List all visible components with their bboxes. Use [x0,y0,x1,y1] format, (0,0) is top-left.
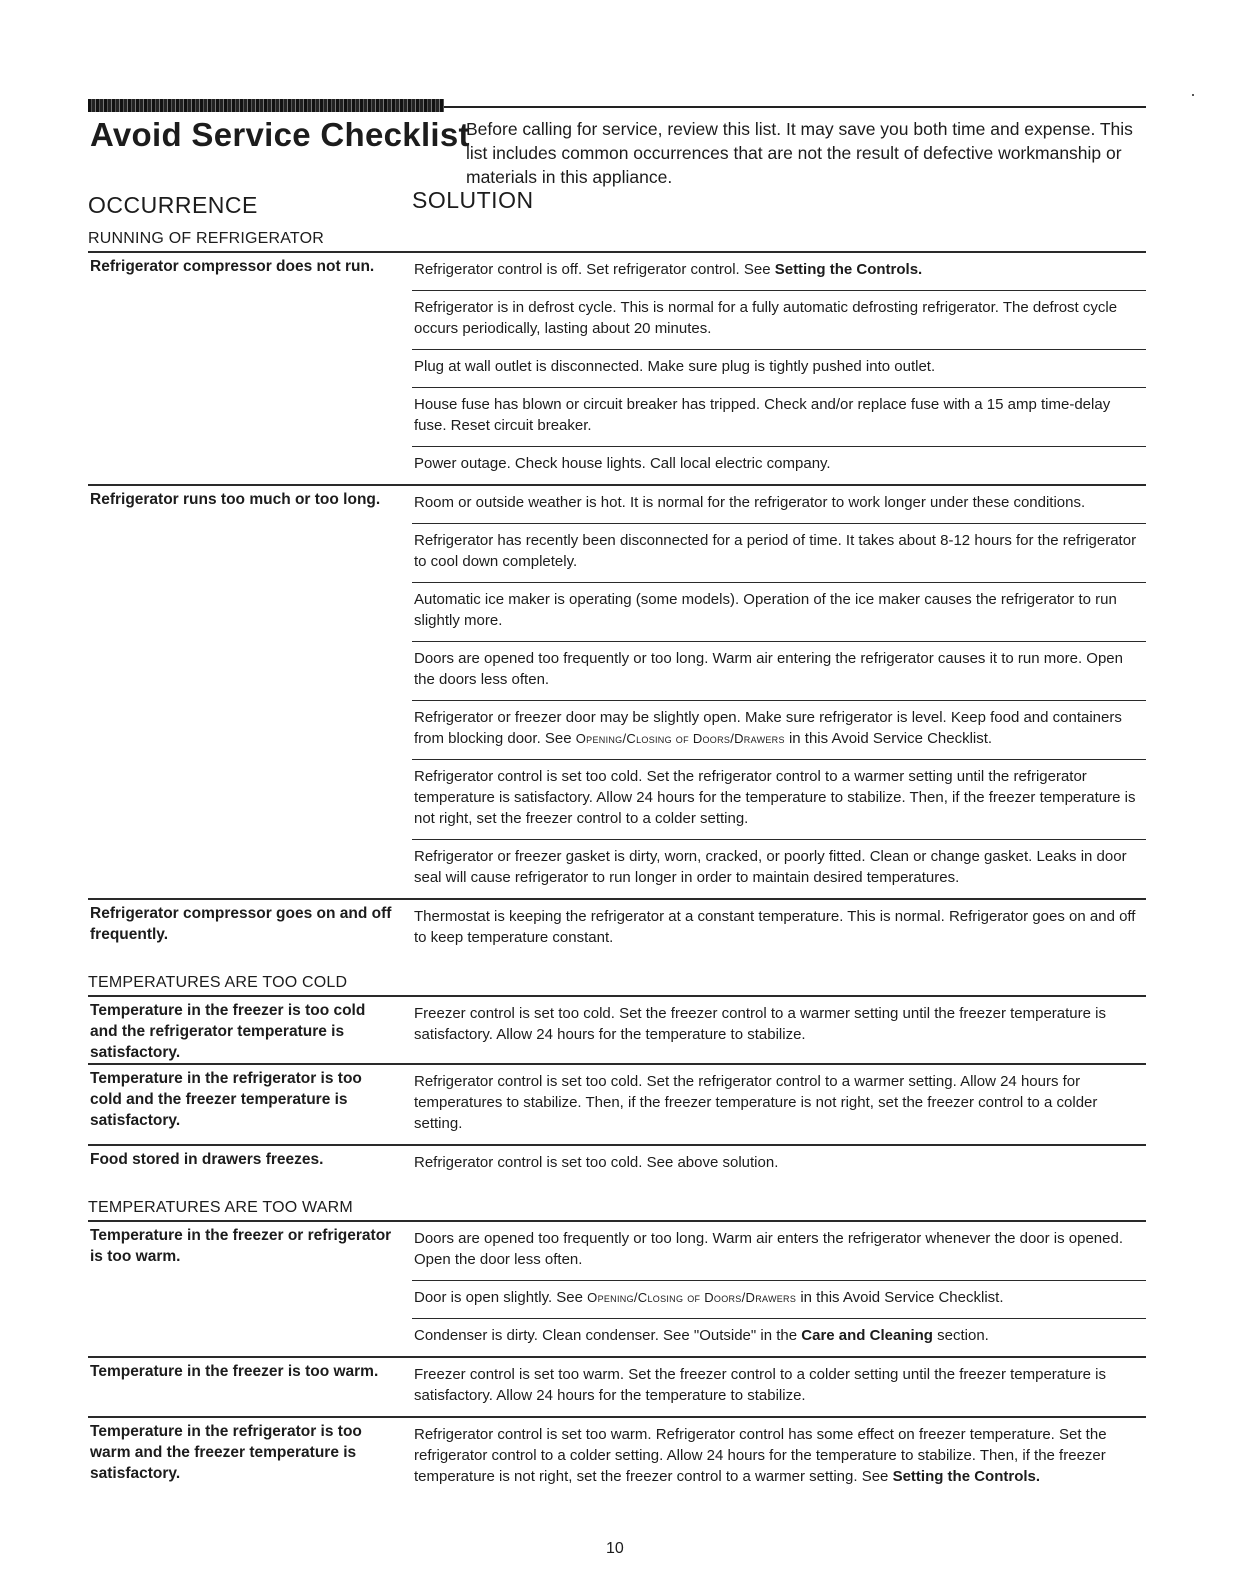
checklist-row [88,251,1146,484]
checklist-sections [88,228,1146,1497]
solution-text: Refrigerator has recently been disconnected for a period of time. It takes about 8-12 hours for the refrigerator to cool down completely. [412,523,1146,582]
solution-text: Doors are opened too frequently or too long. Warm air enters the refrigerator whenever the door is opened. Open the door less often. [414,1230,1124,1268]
checklist-row [88,484,1146,898]
solution-text: Refrigerator is in defrost cycle. This is normal for a fully automatic defrosting refrigerator. The defrost cycle occurs periodically, lasting about 20 minutes. [412,290,1146,349]
solution-list [412,486,1146,898]
solution-text: Condenser is dirty. Clean condenser. See "Outside" in the Care and Cleaning section. [412,1318,1146,1356]
solution-column-heading: SOLUTION [412,187,534,213]
solution-text: Doors are opened too frequently or too long. Warm air entering the refrigerator causes it to run more. Open the doors less often. [412,641,1146,700]
solution-list [412,1418,1146,1497]
emphasis-reference: Setting the Controls. [774,261,923,278]
section-title: TEMPERATURES ARE TOO WARM [88,1199,353,1216]
occurrence-text: Temperature in the freezer is too cold and the refrigerator temperature is satisfactory. [90,1002,366,1061]
checklist-row [88,1144,1146,1183]
occurrence-column-heading: OCCURRENCE [88,192,258,218]
checklist-row [88,1356,1146,1416]
checklist-row [88,898,1146,958]
checklist-row [88,1063,1146,1144]
occurrence-text: Temperature in the refrigerator is too warm and the freezer temperature is satisfactory. [90,1423,362,1482]
solution-text: Refrigerator or freezer door may be slightly open. Make sure refrigerator is level. Keep food and containers from blocking door. See Opening/Closing of Doors/Drawers in this Avoid Service Checklist. [412,700,1146,759]
solution-text: Plug at wall outlet is disconnected. Make sure plug is tightly pushed into outlet. [412,349,1146,387]
occurrence-text: Food stored in drawers freezes. [90,1151,324,1168]
occurrence-text: Temperature in the freezer is too warm. [90,1363,379,1380]
solution-text: Power outage. Check house lights. Call local electric company. [412,446,1146,484]
intro-text: Before calling for service, review this list. It may save you both time and expense. This list includes common occurrences that are not the result of defective workmanship or materials in this appliance. [466,119,1133,187]
solution-text: Thermostat is keeping the refrigerator at a constant temperature. This is normal. Refrigerator goes on and off to keep temperature constant. [414,908,1136,946]
solution-list [412,1146,1146,1183]
solution-list [412,1222,1146,1356]
checklist-section [88,1197,1146,1497]
solution-text: Refrigerator control is set too cold. Set the refrigerator control to a warmer setting. Allow 24 hours for temperatures to stabilize. Then, if the freezer temperature is not right, set the freezer control to a colder setting. [414,1073,1098,1132]
solution-text: Freezer control is set too warm. Set the freezer control to a colder setting until the freezer temperature is satisfactory. Allow 24 hours for the temperature to stabilize. [414,1366,1106,1404]
checklist-row [88,995,1146,1063]
small-caps-reference: Opening/Closing of Doors/Drawers [575,731,785,746]
solution-text: Refrigerator or freezer gasket is dirty, worn, cracked, or poorly fitted. Clean or change gasket. Leaks in door seal will cause refrigerator to run longer in order to maintain desired temperatures. [412,839,1146,898]
occurrence-text: Refrigerator runs too much or too long. [90,491,381,508]
solution-list [412,997,1146,1063]
occurrence-text: Refrigerator compressor does not run. [90,258,375,275]
header-rule [444,106,1146,108]
solution-text: Refrigerator control is set too warm. Refrigerator control has some effect on freezer temperature. Set the refrigerator control to a colder setting. Allow 24 hours for the temperature to stabilize. Then, if the freezer temperature is not right, set the freezer control to a warmer setting. See Setting the Controls. [414,1426,1107,1485]
solution-text: Freezer control is set too cold. Set the freezer control to a warmer setting until the freezer temperature is satisfactory. Allow 24 hours for the temperature to stabilize. [414,1005,1106,1043]
solution-text: Refrigerator control is set too cold. Set the refrigerator control to a warmer setting until the refrigerator temperature is satisfactory. Allow 24 hours for the temperature to stabilize. Then, if the freezer temperature is not right, set the freezer control to a colder setting. [412,759,1146,839]
checklist-row [88,1416,1146,1497]
solution-list [412,1065,1146,1144]
occurrence-text: Temperature in the freezer or refrigerator is too warm. [90,1227,392,1265]
solution-list [412,900,1146,958]
solution-text: Automatic ice maker is operating (some models). Operation of the ice maker causes the refrigerator to run slightly more. [412,582,1146,641]
solution-text: Door is open slightly. See Opening/Closing of Doors/Drawers in this Avoid Service Checklist. [412,1280,1146,1318]
emphasis-reference: Care and Cleaning [801,1327,933,1344]
header-decorative-bar [88,99,444,112]
solution-text: Refrigerator control is off. Set refrigerator control. See Setting the Controls. [414,261,923,278]
emphasis-reference: Setting the Controls. [892,1468,1041,1485]
solution-text: House fuse has blown or circuit breaker has tripped. Check and/or replace fuse with a 15 amp time-delay fuse. Reset circuit breaker. [412,387,1146,446]
solution-list [412,253,1146,484]
section-title: RUNNING OF REFRIGERATOR [88,230,325,247]
solution-list [412,1358,1146,1416]
checklist-section [88,228,1146,958]
section-title: TEMPERATURES ARE TOO COLD [88,974,348,991]
small-caps-reference: Opening/Closing of Doors/Drawers [587,1290,797,1305]
occurrence-text: Refrigerator compressor goes on and off frequently. [90,905,392,943]
page-title: Avoid Service Checklist [90,116,470,153]
margin-mark [1192,94,1194,96]
occurrence-text: Temperature in the refrigerator is too cold and the freezer temperature is satisfactory. [90,1070,362,1129]
solution-text: Refrigerator control is set too cold. See above solution. [414,1154,779,1171]
solution-text: Room or outside weather is hot. It is normal for the refrigerator to work longer under these conditions. [414,494,1086,511]
page-number: 10 [606,1540,624,1557]
checklist-section [88,972,1146,1183]
checklist-row [88,1220,1146,1356]
